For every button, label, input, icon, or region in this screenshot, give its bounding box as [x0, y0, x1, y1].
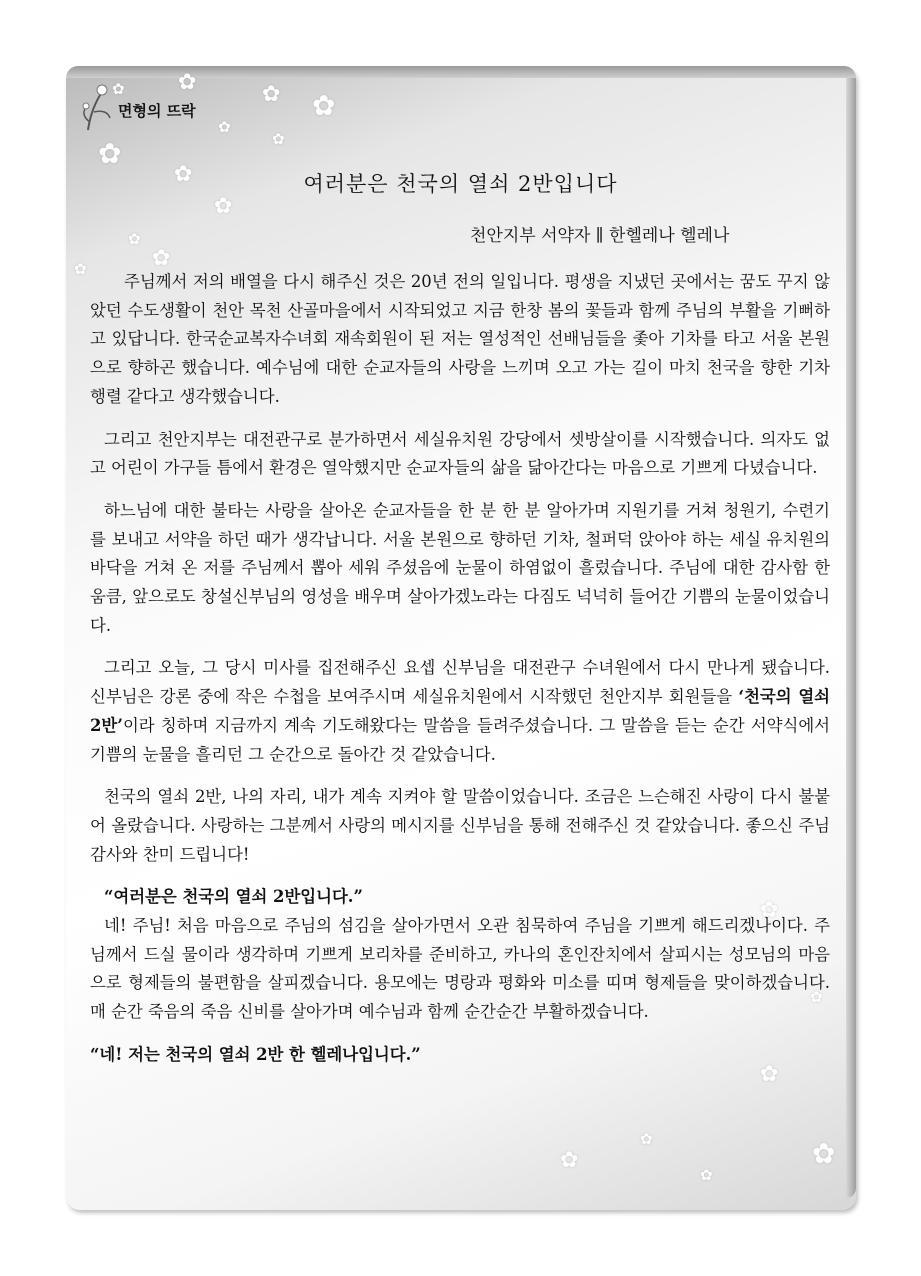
flower-icon: ✿: [174, 162, 193, 187]
paragraph: 주님께서 저의 배열을 다시 해주신 것은 20년 전의 일입니다. 평생을 지냈던 곳에서는 꿈도 꾸지 않았던 수도생활이 천안 목천 산골마을에서 시작되었고 지금 한창 봄의 꽃들과 함께 주님의 부활을 기뻐하고 있답니다. 한국순교복자수녀회 재속회원이 된 저는 열성적인 선배님들을 좇아 기차를 타고 서울 본원으로 향하곤 했습니다. 예수님에 대한 순교자들의 사랑을 느끼며 오고 가는 길이 마치 천국을 향한 기차 행렬 같다고 생각했습니다.: [90, 272, 830, 406]
frame-right-edge: [846, 78, 856, 1198]
article-author: 천안지부 서약자 ∥ 한헬레나 헬레나: [470, 226, 730, 246]
paragraph: 하느님에 대한 불타는 사랑을 살아온 순교자들을 한 분 한 분 알아가며 지원기를 거쳐 청원기, 수련기를 보내고 서약을 하던 때가 생각납니다. 서울 본원으로 향하던 기차, 철퍼덕 앉아야 하는 세실 유치원의 바닥을 거쳐 온 저를 주님께서 뽑아 세워 주셨음에 눈물이 하염없이 흘렀습니다. 주님에 대한 감사함 한 움큼, 앞으로도 창설신부님의 영성을 배우며 살아가겠노라는 다짐도 넉넉히 들어간 기쁨의 눈물이었습니다.: [90, 500, 830, 635]
flower-icon: ✿: [640, 1130, 653, 1148]
paragraph: 그리고 천안지부는 대전관구로 분가하면서 세실유치원 강당에서 셋방살이를 시작했습니다. 의자도 없고 어린이 가구들 틈에서 환경은 열악했지만 순교자들의 삶을 닮아간다는 마음으로 기쁘게 다녔습니다.: [90, 429, 830, 478]
article-title: 여러분은 천국의 열쇠 2반입니다: [303, 172, 618, 196]
flower-icon: ✿: [112, 80, 125, 98]
emphasis-text: ‘천국의 열쇠 2반’: [90, 687, 830, 735]
flower-icon: ✿: [218, 118, 231, 136]
flower-icon: ✿: [810, 988, 823, 1006]
section-label: 면형의 뜨락: [118, 102, 196, 120]
flower-icon: ✿: [312, 89, 336, 122]
flower-icon: ✿: [760, 898, 779, 923]
flower-icon: ✿: [152, 246, 171, 271]
flower-icon: ✿: [700, 1166, 713, 1184]
flower-icon: ✿: [74, 260, 87, 278]
flower-branch-icon: [80, 78, 120, 132]
flower-icon: ✿: [178, 70, 197, 95]
pull-quote: “여러분은 천국의 열쇠 2반입니다.”: [104, 887, 363, 907]
paragraph-text: 그리고 오늘, 그 당시 미사를 집전해주신 요셉 신부님을 대전관구 수녀원에서 다시 만나게 됐습니다. 신부님은 강론 중에 작은 수첩을 보여주시며 세실유치원에서 시작했던 천안지부 회원들을: [90, 658, 830, 707]
flower-icon: ✿: [760, 1062, 779, 1087]
flower-icon: ✿: [262, 82, 281, 107]
paragraph: [90, 654, 830, 769]
flower-icon: ✿: [560, 1148, 579, 1173]
paragraph: 네! 주님! 처음 마음으로 주님의 섬김을 살아가면서 오관 침묵하여 주님을 기쁘게 해드리겠나이다. 주님께서 드실 물이라 생각하며 기쁘게 보리차를 준비하고, 카나의 혼인잔치에서 살피시는 성모님의 마음으로 형제들의 불편함을 살피겠습니다. 용모에는 명랑과 평화와 미소를 띠며 형제들을 맞이하겠습니다. 매 순간 죽음의 죽음 신비를 살아가며 예수님과 함께 순간순간 부활하겠습니다.: [90, 916, 830, 1022]
paragraph: 천국의 열쇠 2반, 나의 자리, 내가 계속 지켜야 할 말씀이었습니다. 조금은 느슨해진 사랑이 다시 불붙어 올랐습니다. 사랑하는 그분께서 사랑의 메시지를 신부님을 통해 전해주신 것 같았습니다. 좋으신 주님 감사와 찬미 드립니다!: [90, 787, 830, 864]
article-body: [90, 268, 830, 1070]
flower-icon: ✿: [812, 1137, 836, 1170]
flower-icon: ✿: [98, 137, 122, 170]
flower-icon: ✿: [128, 230, 141, 248]
closing-quote: “네! 저는 천국의 열쇠 2반 한 헬레나입니다.”: [90, 1044, 421, 1064]
paragraph-text: 이라 칭하며 지금까지 계속 기도해왔다는 말씀을 들려주셨습니다. 그 말씀을 듣는 순간 서약식에서 기쁨의 눈물을 흘리던 그 순간으로 돌아간 것 같았습니다.: [90, 715, 830, 764]
flower-icon: ✿: [272, 130, 285, 148]
flower-icon: ✿: [214, 194, 233, 219]
